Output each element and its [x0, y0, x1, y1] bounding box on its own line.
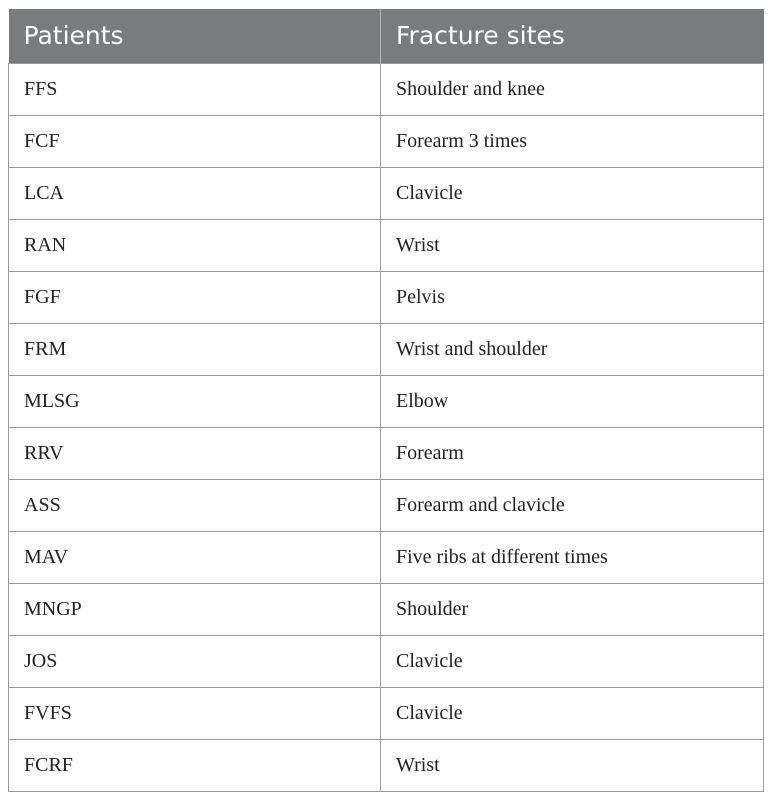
fracture-site-cell: Wrist	[381, 219, 764, 271]
table-row	[9, 219, 764, 271]
table-row	[9, 427, 764, 479]
patient-cell: FCRF	[9, 739, 381, 791]
patient-cell: RRV	[9, 427, 381, 479]
patient-cell: MLSG	[9, 375, 381, 427]
fracture-site-cell: Wrist	[381, 739, 764, 791]
fracture-site-cell: Forearm 3 times	[381, 115, 764, 167]
table-row	[9, 115, 764, 167]
fracture-site-cell: Clavicle	[381, 687, 764, 739]
patient-cell: FCF	[9, 115, 381, 167]
table-header	[9, 9, 764, 63]
fracture-site-cell: Clavicle	[381, 635, 764, 687]
patient-cell: FRM	[9, 323, 381, 375]
patient-cell: RAN	[9, 219, 381, 271]
table-row	[9, 271, 764, 323]
fracture-table-container	[8, 9, 763, 792]
fracture-site-cell: Five ribs at different times	[381, 531, 764, 583]
table-row	[9, 375, 764, 427]
header-fracture-sites: Fracture sites	[381, 9, 764, 63]
header-row	[9, 9, 764, 63]
table-row	[9, 583, 764, 635]
fracture-site-cell: Forearm and clavicle	[381, 479, 764, 531]
patient-cell: FVFS	[9, 687, 381, 739]
patient-cell: JOS	[9, 635, 381, 687]
table-row	[9, 323, 764, 375]
fracture-sites-table	[8, 9, 764, 792]
patient-cell: MNGP	[9, 583, 381, 635]
table-row	[9, 63, 764, 115]
table-row	[9, 635, 764, 687]
fracture-site-cell: Shoulder and knee	[381, 63, 764, 115]
table-row	[9, 479, 764, 531]
fracture-site-cell: Wrist and shoulder	[381, 323, 764, 375]
table-row	[9, 687, 764, 739]
table-row	[9, 739, 764, 791]
patient-cell: MAV	[9, 531, 381, 583]
table-body	[9, 63, 764, 791]
fracture-site-cell: Forearm	[381, 427, 764, 479]
fracture-site-cell: Elbow	[381, 375, 764, 427]
fracture-site-cell: Pelvis	[381, 271, 764, 323]
fracture-site-cell: Clavicle	[381, 167, 764, 219]
patient-cell: FFS	[9, 63, 381, 115]
table-row	[9, 531, 764, 583]
patient-cell: ASS	[9, 479, 381, 531]
patient-cell: LCA	[9, 167, 381, 219]
patient-cell: FGF	[9, 271, 381, 323]
table-row	[9, 167, 764, 219]
fracture-site-cell: Shoulder	[381, 583, 764, 635]
header-patients: Patients	[9, 9, 381, 63]
